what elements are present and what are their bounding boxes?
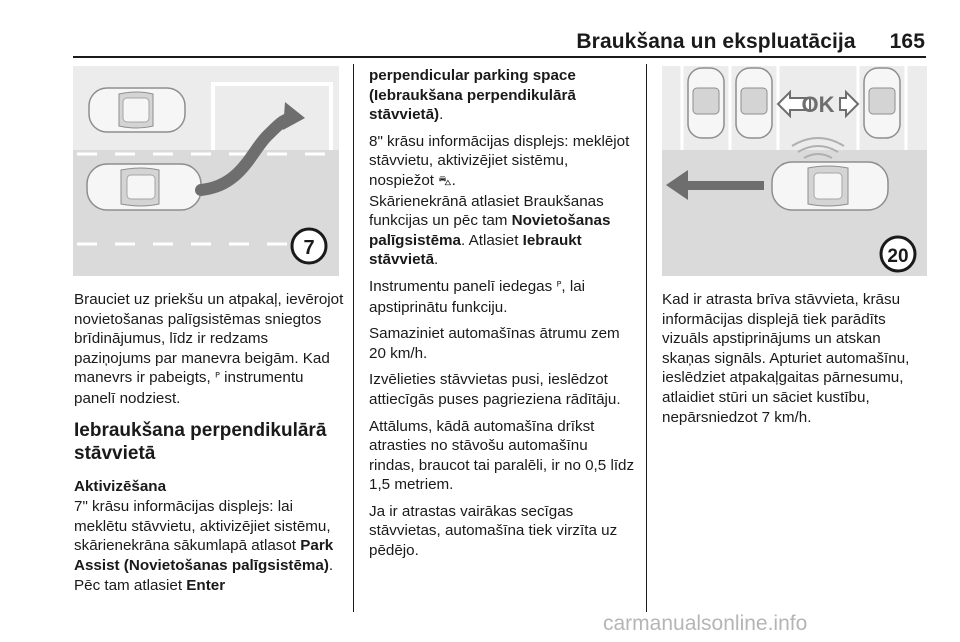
mid-para-2-bold-1: Novietošanas palīgsistēma xyxy=(369,212,611,249)
figure-space-detected xyxy=(662,66,927,276)
header-rule xyxy=(73,56,926,58)
left-para-1 xyxy=(74,290,346,409)
mid-para-1 xyxy=(369,66,637,125)
subsection-heading: Aktivizēšana xyxy=(74,477,167,495)
mid-para-2 xyxy=(369,132,637,270)
mid-para-7: Ja ir atrastas vairākas secīgas stāvvietas, automašīna tiek virzīta uz pēdējo. xyxy=(369,502,618,560)
right-para-1: Kad ir atrasta brīva stāvvieta, krāsu informācijas displejā tiek parādīts vizuāls apstiprinājums un atskan skaņas signāls. Apturiet automašīnu, ieslēdziet atpakaļgaitas pārnesumu, atlaidiet stūri un sāciet kustību, nepārsniedzot 7 km/h. xyxy=(662,291,910,426)
mid-para-2-text-d: . Atlasiet xyxy=(461,231,523,249)
mid-para-2-bold-2: Iebraukt stāvvietā xyxy=(369,231,582,269)
figure-badge-7: 7 xyxy=(303,237,315,259)
watermark-text: carmanualsonline.info xyxy=(603,612,808,635)
section-heading: Iebraukšana perpendikulārā stāvvietā xyxy=(74,419,327,464)
ok-label: OK xyxy=(801,92,835,117)
left-para-2-text-a: 7" krāsu informācijas displejs: lai meklētu stāvvietu, aktivizējiet sistēmu, skārienekrāna sākumlapā atlasot xyxy=(74,498,331,555)
page-number: 165 xyxy=(889,30,925,53)
left-para-1-text-b: instrumentu panelī nodziest. xyxy=(74,369,304,407)
mid-para-1-bold: perpendicular parking space (Iebraukšana perpendikulārā stāvvietā) xyxy=(369,67,576,124)
header-title: Braukšana un ekspluatācija xyxy=(576,30,856,53)
mid-para-3-text-b: , lai apstiprinātu funkciju. xyxy=(369,277,586,316)
mid-para-2-text-c: Skārienekrānā atlasiet Braukšanas funkcijas un pēc tam xyxy=(369,192,604,230)
left-para-1-text-a: Brauciet uz priekšu un atpakaļ, ievērojot novietošanas palīgsistēmas sniegtos brīdinājumus, līdz ir redzams paziņojums par manevra beigām. Kad manevrs ir pabeigts, xyxy=(74,291,344,387)
parked-car-shape xyxy=(89,88,185,132)
left-para-2-bold-1: Park Assist (Novietošanas palīgsistēma) xyxy=(74,537,334,574)
mid-para-3-text-a: Instrumentu panelī iedegas xyxy=(369,277,557,295)
right-column xyxy=(662,290,930,434)
mid-para-3 xyxy=(369,277,637,317)
middle-column xyxy=(369,66,637,568)
searching-car-shape xyxy=(772,162,888,210)
left-para-2-bold-2: Enter xyxy=(186,576,226,594)
left-para-2-text-b: . Pēc tam atlasiet xyxy=(74,556,334,594)
moving-car-shape xyxy=(87,164,201,210)
figure-parking-maneuver xyxy=(73,66,339,276)
mid-para-2-text-a: 8" krāsu informācijas displejs: meklējot stāvvietu, aktivizējiet sistēmu, nospiežot xyxy=(369,132,630,189)
mid-para-5: Izvēlieties stāvvietas pusi, ieslēdzot attiecīgās puses pagrieziena rādītāju. xyxy=(369,371,621,408)
left-para-2 xyxy=(74,497,346,595)
parking-assist-icon: ᴾ xyxy=(214,371,220,387)
mid-para-1-end: . xyxy=(439,106,444,124)
column-divider-left xyxy=(353,64,354,612)
mid-para-6: Attālums, kādā automašīna drīkst atrasties no stāvošu automašīnu rindas, braucot tai paralēli, ir no 0,5 līdz 1,5 metriem. xyxy=(369,417,635,494)
left-column xyxy=(74,290,346,602)
running-header xyxy=(0,30,925,54)
mid-para-2-text-e: . xyxy=(434,251,439,269)
mid-para-2-text-b: . xyxy=(451,171,456,189)
column-divider-right xyxy=(646,64,647,612)
parking-button-icon: ⛍ xyxy=(438,173,452,189)
parking-assist-icon: ᴾ xyxy=(556,279,562,295)
mid-para-4: Samaziniet automašīnas ātrumu zem 20 km/h. xyxy=(369,325,620,362)
figure-badge-20: 20 xyxy=(887,246,909,267)
